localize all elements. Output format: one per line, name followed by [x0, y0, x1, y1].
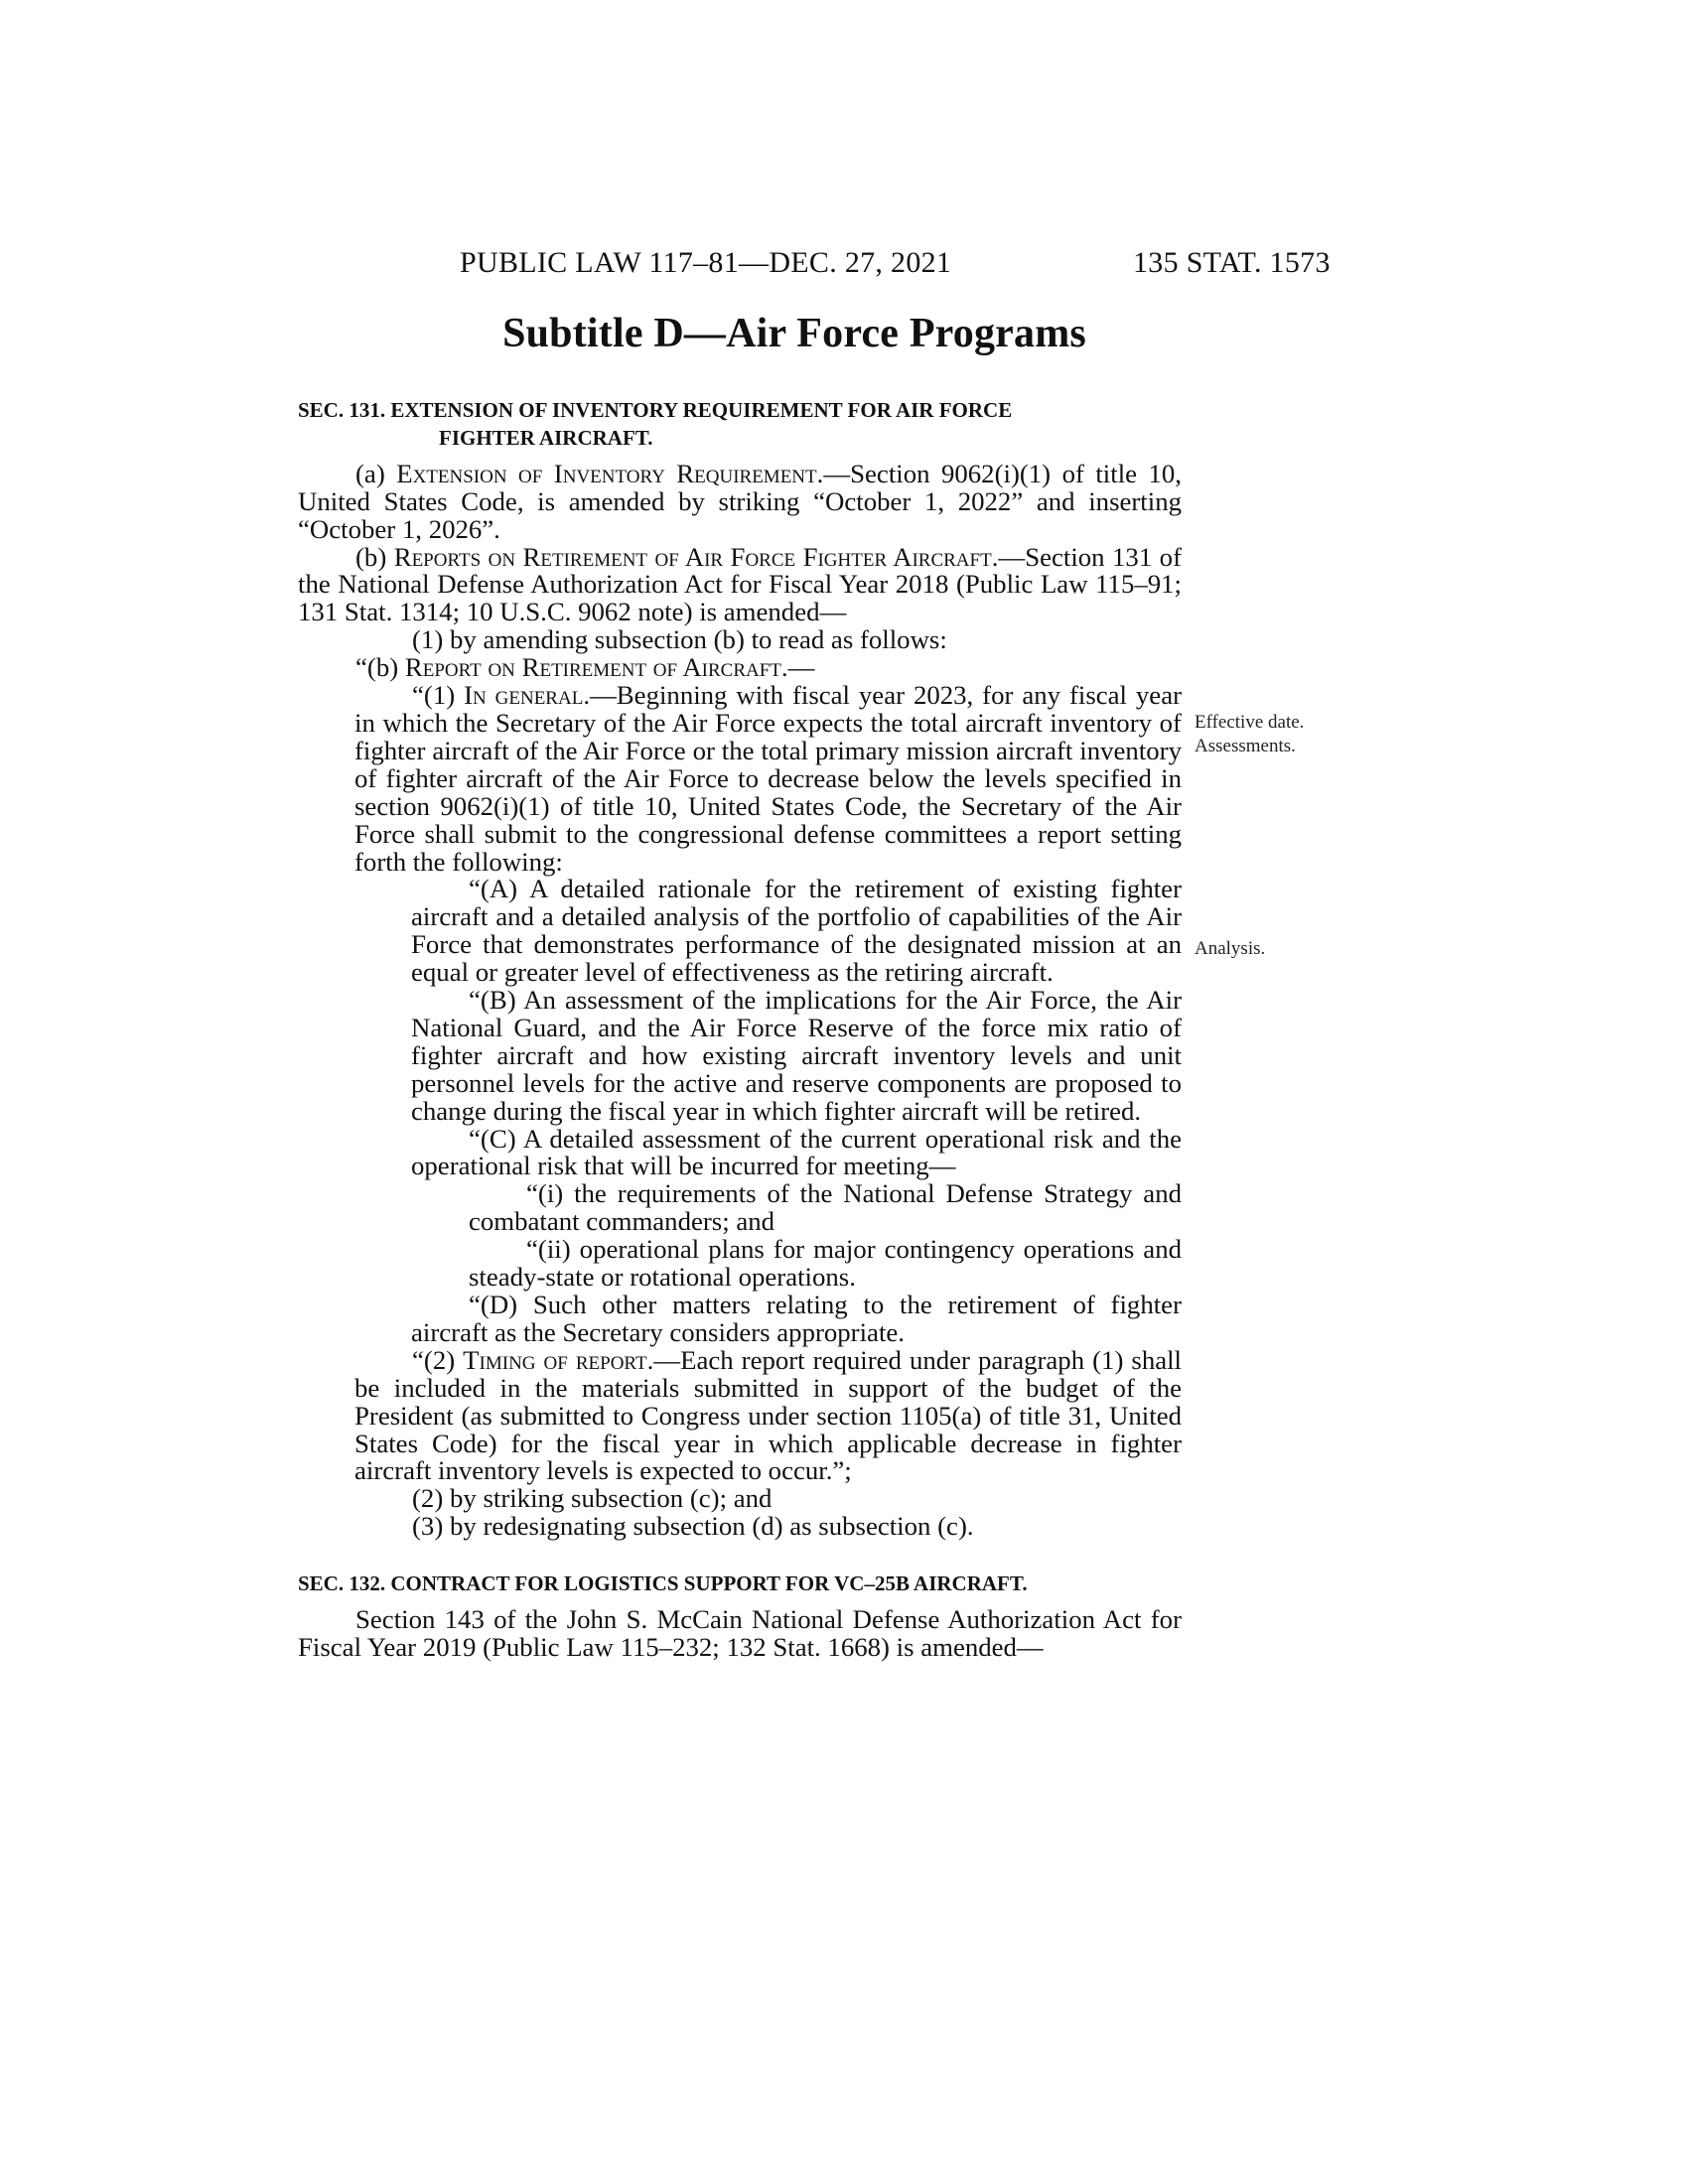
section-131-heading [298, 397, 1182, 453]
quoted-subparagraph-b: “(B) An assessment of the implications for the Air Force, the Air National Guard, and the Air Force Reserve of the force mix ratio of fighter aircraft and how existing aircraft inventory levels and unit personnel levels for the active and reserve components are proposed to change during the fiscal year in which fighter aircraft will be retired. [411, 985, 1182, 1126]
stat-citation: 135 STAT. 1573 [1133, 246, 1331, 279]
subtitle-heading: Subtitle D—Air Force Programs [502, 311, 1086, 356]
running-head: PUBLIC LAW 117–81—DEC. 27, 2021 [460, 246, 952, 279]
margin-note-assessments: Assessments. [1195, 736, 1296, 756]
paragraph-b: (b) Reports on Retirement of Air Force Fighter Aircraft.—Section 131 of the National Defense Authorization Act for Fiscal Year 2018 (Public Law 115–91; 131 Stat. 1314; 10 U.S.C. 9062 note) is amended— [298, 541, 1182, 627]
section-132-heading: SEC. 132. CONTRACT FOR LOGISTICS SUPPORT FOR VC–25B AIRCRAFT. [298, 1571, 1028, 1596]
margin-note-analysis: Analysis. [1195, 938, 1266, 959]
item-3: (3) by redesignating subsection (d) as subsection (c). [412, 1511, 974, 1542]
quoted-clause-ii: “(ii) operational plans for major contingency operations and steady-state or rotational operations. [469, 1234, 1182, 1293]
quoted-subparagraph-a: “(A) A detailed rationale for the retirement of existing fighter aircraft and a detailed analysis of the portfolio of capabilities of the Air Force that demonstrates performance of the designated mission at an equal or greater level of effectiveness as the retiring aircraft. [411, 874, 1182, 988]
document-body [298, 397, 1182, 1662]
running-header [0, 246, 1688, 286]
item-1: (1) by amending subsection (b) to read as follows: [412, 624, 947, 655]
quoted-subparagraph-c: “(C) A detailed assessment of the current operational risk and the operational risk that will be incurred for meeting— [411, 1123, 1182, 1181]
caption-a: Extension of Inventory Requirement [396, 458, 817, 488]
section-131-heading-line2: FIGHTER AIRCRAFT. [439, 425, 653, 450]
section-132-text: Section 143 of the John S. McCain National Defense Authorization Act for Fiscal Year 2019 (Public Law 115–232; 132 Stat. 1668) is amended— [298, 1604, 1182, 1662]
margin-note-effective-date: Effective date. [1195, 712, 1305, 733]
quoted-paragraph-1: “(1) In general.—Beginning with fiscal year 2023, for any fiscal year in which the Secretary of the Air Force expects the total aircraft inventory of fighter aircraft of the Air Force or the total primary mission aircraft inventory of fighter aircraft of the Air Force to decrease below the levels specified in section 9062(i)(1) of title 10, United States Code, the Secretary of the Air Force shall submit to the congressional defense committees a report setting forth the following: [354, 680, 1183, 877]
item-2: (2) by striking subsection (c); and [412, 1483, 773, 1514]
paragraph-a: (a) Extension of Inventory Requirement.—Section 9062(i)(1) of title 10, United States Code, is amended by striking “October 1, 2022” and inserting “October 1, 2026”. [298, 458, 1182, 544]
quoted-subsection-b: “(b) Report on Retirement of Aircraft.— [355, 652, 815, 683]
quoted-subparagraph-d: “(D) Such other matters relating to the retirement of fighter aircraft as the Secretary considers appropriate. [411, 1290, 1182, 1347]
quoted-clause-i: “(i) the requirements of the National Defense Strategy and combatant commanders; and [469, 1178, 1182, 1237]
quoted-paragraph-2: “(2) Timing of report.—Each report required under paragraph (1) shall be included in the materials submitted in support of the budget of the President (as submitted to Congress under section 1105(a) of title 31, United States Code) for the fiscal year in which applicable decrease in fighter aircraft inventory levels is expected to occur.”; [354, 1344, 1182, 1486]
section-131-heading-line1: SEC. 131. EXTENSION OF INVENTORY REQUIREMENT FOR AIR FORCE [298, 398, 1013, 422]
caption-b: Reports on Retirement of Air Force Fighter Aircraft [393, 541, 992, 572]
